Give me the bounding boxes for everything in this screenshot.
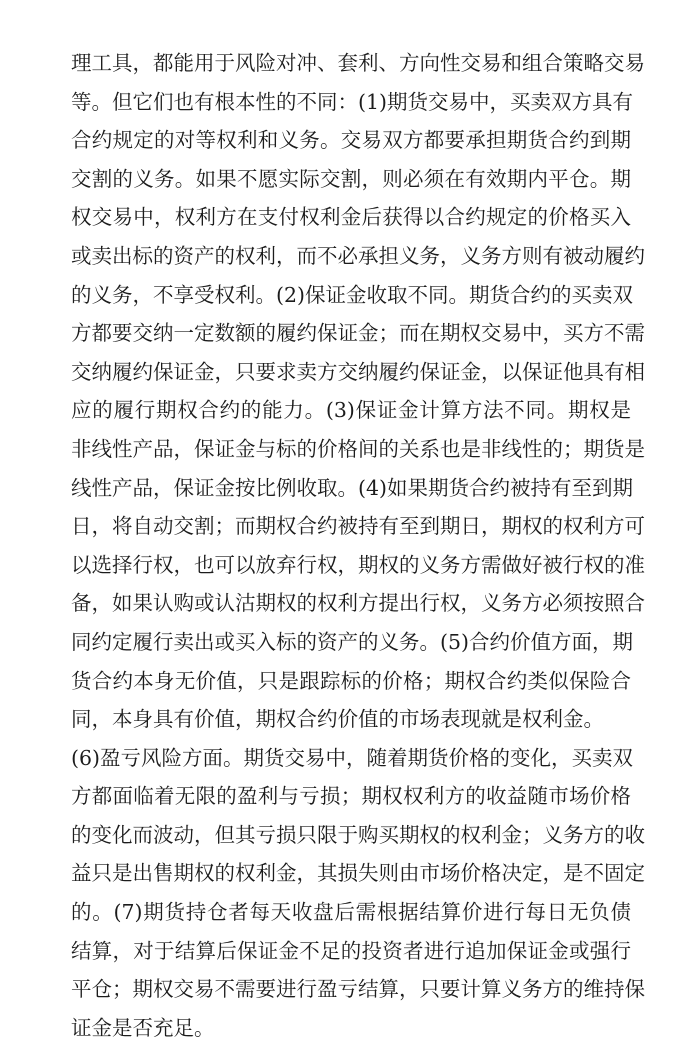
text-line: 日，将自动交割；而期权合约被持有至到期日，期权的权利方可 <box>71 514 645 539</box>
text-line: 合约规定的对等权利和义务。交易双方都要承担期货合约到期 <box>71 128 631 153</box>
body-paragraph <box>71 44 645 1047</box>
text-line: 同，本身具有价值，期权合约价值的市场表现就是权利金。 <box>71 707 604 732</box>
text-line: 货合约本身无价值，只是跟踪标的价格；期权合约类似保险合 <box>71 668 631 693</box>
text-line: 或卖出标的资产的权利，而不必承担义务，义务方则有被动履约 <box>71 243 645 268</box>
text-line: 非线性产品，保证金与标的价格间的关系也是非线性的；期货是 <box>71 436 645 461</box>
text-line: 方都面临着无限的盈利与亏损；期权权利方的收益随市场价格 <box>71 784 631 809</box>
text-line: 的义务，不享受权利。(2)保证金收取不同。期货合约的买卖双 <box>71 282 634 307</box>
text-line: 理工具，都能用于风险对冲、套利、方向性交易和组合策略交易 <box>71 51 645 75</box>
text-line: 结算，对于结算后保证金不足的投资者进行追加保证金或强行 <box>71 938 631 963</box>
text-line: 线性产品，保证金按比例收取。(4)如果期货合约被持有至到期 <box>71 475 634 500</box>
text-line: 的。(7)期货持仓者每天收盘后需根据结算价进行每日无负债 <box>71 900 631 925</box>
text-line: 以选择行权，也可以放弃行权，期权的义务方需做好被行权的准 <box>71 552 645 577</box>
text-line: 的变化而波动，但其亏损只限于购买期权的权利金；义务方的收 <box>71 822 645 847</box>
text-line: 等。但它们也有根本性的不同：(1)期货交易中，买卖双方具有 <box>71 89 634 114</box>
text-line: 权交易中，权利方在支付权利金后获得以合约规定的价格买入 <box>71 205 631 230</box>
text-line: 益只是出售期权的权利金，其损失则由市场价格决定，是不固定 <box>71 861 645 886</box>
text-line: 平仓；期权交易不需要进行盈亏结算，只要计算义务方的维持保 <box>71 977 645 1002</box>
text-line: (6)盈亏风险方面。期货交易中，随着期货价格的变化，买卖双 <box>71 745 634 770</box>
text-line: 同约定履行卖出或买入标的资产的义务。(5)合约价值方面，期 <box>71 629 634 654</box>
text-line: 交割的义务。如果不愿实际交割，则必须在有效期内平仓。期 <box>71 166 631 191</box>
text-line: 方都要交纳一定数额的履约保证金；而在期权交易中，买方不需 <box>71 321 645 346</box>
text-line: 交纳履约保证金，只要求卖方交纳履约保证金，以保证他具有相 <box>71 359 645 384</box>
text-line: 应的履行期权合约的能力。(3)保证金计算方法不同。期权是 <box>71 398 631 423</box>
text-line: 备，如果认购或认沽期权的权利方提出行权，义务方必须按照合 <box>71 591 645 616</box>
text-line: 证金是否充足。 <box>71 1015 215 1040</box>
